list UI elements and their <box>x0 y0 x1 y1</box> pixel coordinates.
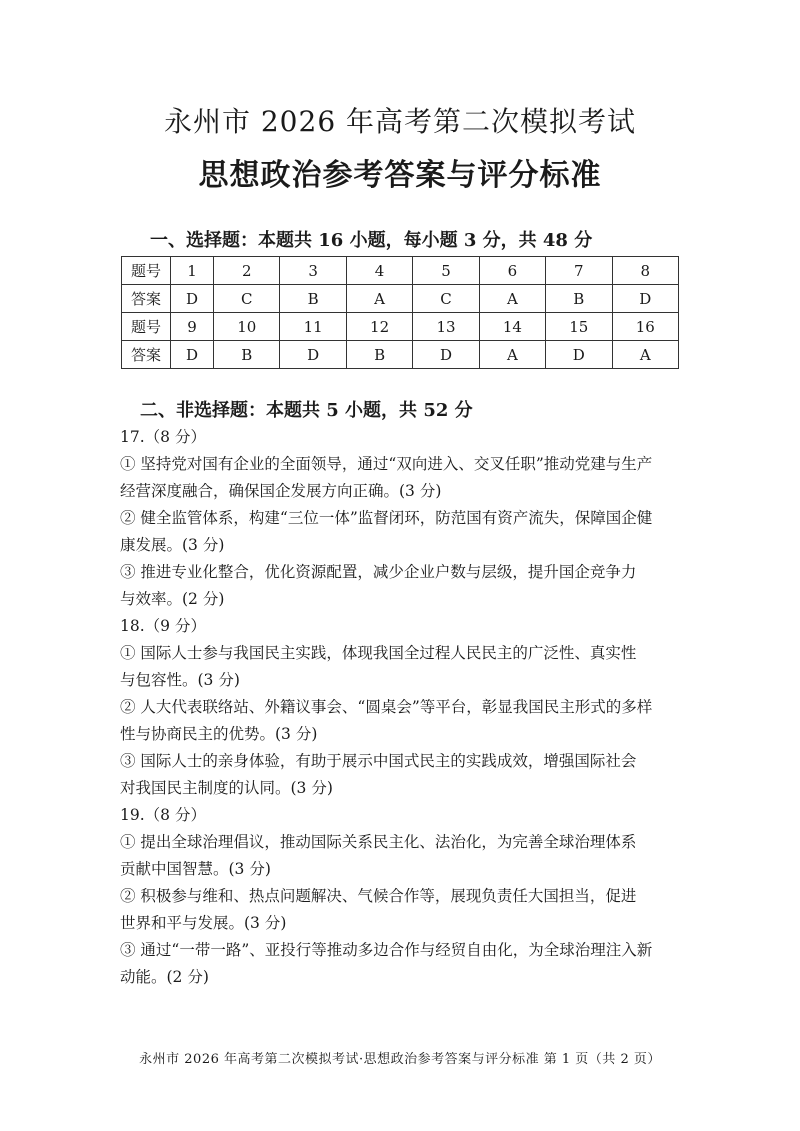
row-label-answer: 答案 <box>122 285 171 313</box>
answer-cell: D <box>413 341 479 369</box>
exam-title: 永州市 2026 年高考第二次模拟考试 <box>163 105 637 138</box>
question-number: 2 <box>214 257 280 285</box>
answer-line: ① 国际人士参与我国民主实践，体现我国全过程人民民主的广泛性、真实性 <box>120 644 637 662</box>
answer-table <box>121 256 679 369</box>
answer-cell: B <box>346 341 412 369</box>
answer-line: ① 提出全球治理倡议，推动国际关系民主化、法治化，为完善全球治理体系 <box>120 833 637 851</box>
table-row-answers-1 <box>122 285 679 313</box>
answer-cell: B <box>214 341 280 369</box>
section-2-heading: 二、非选择题：本题共 5 小题，共 52 分 <box>140 400 473 421</box>
answer-cell: A <box>479 341 545 369</box>
answer-cell: C <box>214 285 280 313</box>
question-number: 10 <box>214 313 280 341</box>
answer-line: 对我国民主制度的认同。(3 分) <box>120 779 333 797</box>
question-number: 11 <box>280 313 346 341</box>
row-label-number: 题号 <box>122 257 171 285</box>
question-number: 13 <box>413 313 479 341</box>
answer-line: 康发展。(3 分) <box>120 536 225 554</box>
question-18-block <box>120 613 690 802</box>
question-number: 9 <box>171 313 214 341</box>
table-row-numbers-1 <box>122 257 679 285</box>
answer-line: ③ 通过“一带一路”、亚投行等推动多边合作与经贸自由化，为全球治理注入新 <box>120 941 653 959</box>
question-number: 5 <box>413 257 479 285</box>
answer-line: ② 人大代表联络站、外籍议事会、“圆桌会”等平台，彰显我国民主形式的多样 <box>120 698 653 716</box>
answer-line: ① 坚持党对国有企业的全面领导，通过“双向进入、交叉任职”推动党建与生产 <box>120 455 653 473</box>
table-row-answers-2 <box>122 341 679 369</box>
answer-cell: D <box>171 285 214 313</box>
answer-line: ③ 推进专业化整合，优化资源配置，减少企业户数与层级，提升国企竞争力 <box>120 563 637 581</box>
table-row-numbers-2 <box>122 313 679 341</box>
page-footer: 永州市 2026 年高考第二次模拟考试·思想政治参考答案与评分标准 第 1 页（共 2 页） <box>139 1052 661 1067</box>
answer-line: ② 积极参与维和、热点问题解决、气候合作等，展现负责任大国担当，促进 <box>120 887 637 905</box>
answer-cell: B <box>546 285 612 313</box>
answer-cell: C <box>413 285 479 313</box>
question-19-block <box>120 802 690 991</box>
question-number: 3 <box>280 257 346 285</box>
answer-line: 与包容性。(3 分) <box>120 671 240 689</box>
answer-cell: D <box>171 341 214 369</box>
question-number: 8 <box>612 257 679 285</box>
row-label-answer: 答案 <box>122 341 171 369</box>
question-number: 7 <box>546 257 612 285</box>
question-number: 14 <box>479 313 545 341</box>
question-number: 1 <box>171 257 214 285</box>
question-number: 6 <box>479 257 545 285</box>
answer-cell: A <box>612 341 679 369</box>
answer-line: 世界和平与发展。(3 分) <box>120 914 287 932</box>
question-number: 12 <box>346 313 412 341</box>
section-1-heading: 一、选择题：本题共 16 小题，每小题 3 分，共 48 分 <box>150 230 593 251</box>
question-number: 4 <box>346 257 412 285</box>
answer-line: 性与协商民主的优势。(3 分) <box>120 725 318 743</box>
question-19-heading: 19.（8 分） <box>120 806 206 824</box>
row-label-number: 题号 <box>122 313 171 341</box>
answer-line: 动能。(2 分) <box>120 968 209 986</box>
question-17-heading: 17.（8 分） <box>120 428 206 446</box>
question-17-block <box>120 424 690 613</box>
document-title: 思想政治参考答案与评分标准 <box>198 158 602 193</box>
answer-line: 经营深度融合，确保国企发展方向正确。(3 分) <box>120 482 442 500</box>
answer-cell: A <box>479 285 545 313</box>
answer-cell: D <box>612 285 679 313</box>
answer-cell: B <box>280 285 346 313</box>
answer-line: ③ 国际人士的亲身体验，有助于展示中国式民主的实践成效，增强国际社会 <box>120 752 637 770</box>
answer-cell: A <box>346 285 412 313</box>
answer-cell: D <box>280 341 346 369</box>
question-number: 15 <box>546 313 612 341</box>
answer-line: ② 健全监管体系，构建“三位一体”监督闭环，防范国有资产流失，保障国企健 <box>120 509 653 527</box>
answer-line: 与效率。(2 分) <box>120 590 225 608</box>
question-18-heading: 18.（9 分） <box>120 617 206 635</box>
question-number: 16 <box>612 313 679 341</box>
answer-line: 贡献中国智慧。(3 分) <box>120 860 271 878</box>
answer-cell: D <box>546 341 612 369</box>
